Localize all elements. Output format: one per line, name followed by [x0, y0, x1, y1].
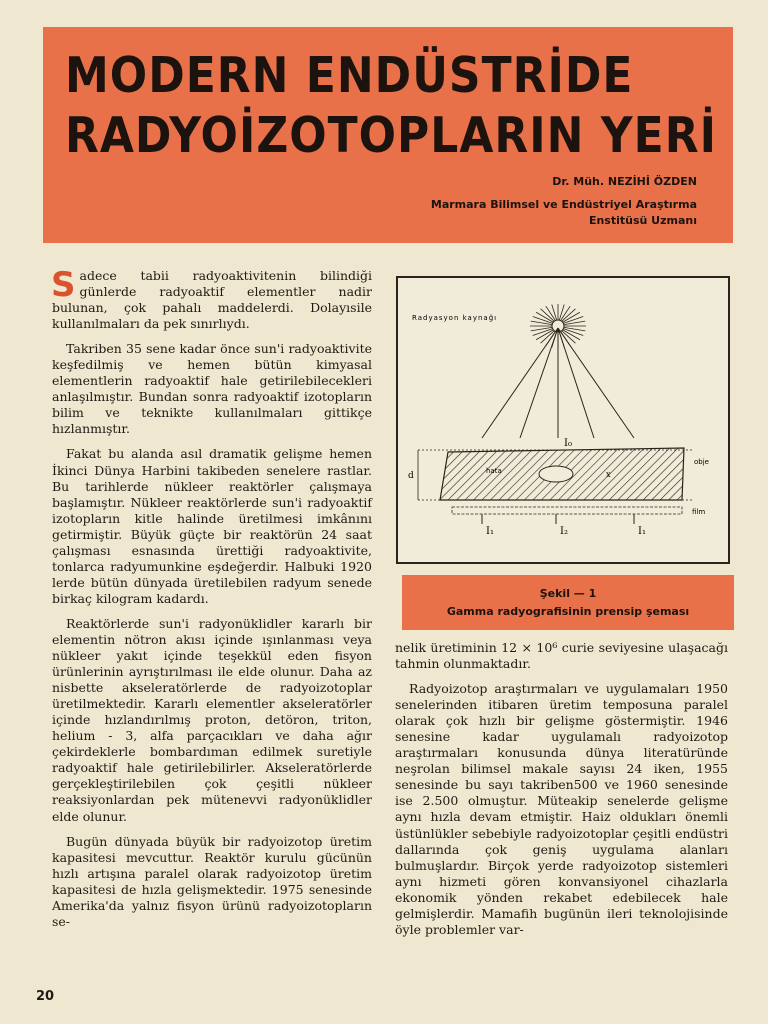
- label-d: d: [408, 471, 414, 481]
- title-banner: [43, 27, 733, 243]
- article-right-column: [395, 640, 728, 947]
- article-left-column: [51, 265, 372, 939]
- title-line-1: MODERN ENDÜSTRİDE: [65, 47, 634, 105]
- affiliation-line-2: Enstitüsü Uzmanı: [588, 214, 697, 227]
- page-number: 20: [36, 989, 55, 1004]
- label-film: film: [692, 508, 706, 516]
- ray-line: [558, 328, 594, 438]
- paragraph: [51, 265, 372, 332]
- label-x: x: [606, 470, 611, 479]
- caption-text: Gamma radyografisinin prensip şeması: [446, 605, 690, 618]
- figure-caption: [402, 575, 734, 630]
- title-line-2: RADYOİZOTOPLARIN YERİ: [65, 107, 717, 165]
- label-i0: I₀: [564, 438, 572, 449]
- flaw-cavity: [539, 466, 573, 482]
- paragraph: Radyoizotop araştırmaları ve uygulamaları 1950 senelerinden itibaren üretim temposuna paralel olarak çok hızlı bir gelişme göstermiştir. 1946 senesine kadar uygulamalı radyoizotop araştırmaları konusunda dünya literatüründe neşrolan bilimsel makale sayısı 24 iken, 1955 senesinde bu sayı takriben500 ve 1960 senesinde ise 2.500 olmuştur. Müteakip senelerde gelişme aynı hızla devam etmiştir. Haiz oldukları önemli üstünlükler sebebiyle radyoizotoplar çeşitli endüstri dallarında çok geniş uygulama alanları bulmuşlardır. Birçok yerde radyoizotop sistemleri aynı hizmeti gören konvansiyonel cihazlarla ekonomik yönden rekabet edebilecek hale gelmişlerdir. Mamafih bugünün ileri teknolojisinde öyle problemler var-: [395, 681, 728, 937]
- paragraph: Fakat bu alanda asıl dramatik gelişme hemen İkinci Dünya Harbini takibeden senelere rastlar. Bu tarihlerde nükleer reaktörler çalışmaya başlamıştır. Nükleer reaktörlerde sun'i radyoaktif izotopların kitle halinde üretilmesi imkânını getirmiştir. Büyük güçte bir reaktörün 24 saat çalışması esnasında ürettiği radyoaktivite, tonlarca radyumunkine eşdeğerdir. Halbuki 1920 lerde bütün dünyada üretilebilen radyum senede birkaç kilogram kadardı.: [52, 446, 372, 606]
- author-affiliation: [357, 197, 697, 229]
- caption-title: Şekil — 1: [539, 587, 597, 600]
- ray-line: [482, 328, 558, 438]
- label-i2: I₂: [560, 526, 568, 537]
- source-label: Radyasyon kaynağı: [412, 314, 498, 322]
- diagram-drawing: [398, 278, 728, 562]
- paragraph-text: adece tabii radyoaktivitenin bilindiği günlerde radyoaktif elementler nadir bulunan, çok pahalı maddelerdi. Dolayısile kullanılmaları da pek sınırlıydı.: [52, 268, 372, 332]
- label-obje: obje: [694, 458, 709, 466]
- paragraph: Takriben 35 sene kadar önce sun'i radyoaktivite keşfedilmiş ve hemen bütün kimyasal elementlerin radyoaktif hale getirilebilecekleri anlaşılmıştır. Bundan sonra radyoaktif izotopların bilim ve teknikte kullanılmaları gittikçe hızlanmıştır.: [52, 341, 372, 437]
- label-i1-right: I₁: [638, 526, 646, 537]
- film-strip: [452, 507, 682, 514]
- paragraph: Bugün dünyada büyük bir radyoizotop üretim kapasitesi mevcuttur. Reaktör kurulu gücünün hızlı artışına paralel olarak radyoizotop üretim kapasitesi de hızla gelişmektedir. 1975 senesinde Amerika'da yalnız fisyon ürünü radyoizotopların se-: [52, 833, 372, 929]
- label-i1-left: I₁: [486, 526, 494, 537]
- gamma-radiography-diagram: [396, 276, 730, 564]
- author-name: Dr. Müh. NEZİHİ ÖZDEN: [552, 175, 697, 188]
- paragraph: nelik üretiminin 12 × 10⁶ curie seviyesine ulaşacağı tahmin olunmaktadır.: [395, 640, 728, 672]
- paragraph: Reaktörlerde sun'i radyonüklidler kararlı bir elementin nötron akısı içinde ışınlanması veya nükleer yakıt içinde teşekkül eden fisyon ürünlerinin ayrıştırılması ile elde olunur. Daha az nisbette akseleratörlerde de radyoizotoplar üretilmektedir. Kararlı elementler akseleratörler içinde hızlandırılmış proton, detöron, triton, helium - 3, alfa parçacıkları ve daha ağır çekirdeklerle bombardıman edilmek suretiyle radyoaktif hale getirilebilirler. Akseleratörlerde gerçekleştirilebilen çok çeşitli nükleer reaksiyonlardan pek mütenevvi radyonüklidler elde olunur.: [52, 615, 372, 824]
- ray-line: [558, 328, 634, 438]
- label-hata: hata: [486, 467, 502, 475]
- affiliation-line-1: Marmara Bilimsel ve Endüstriyel Araştırma: [430, 198, 697, 211]
- ray-line: [520, 328, 558, 438]
- drop-cap: S: [51, 265, 76, 305]
